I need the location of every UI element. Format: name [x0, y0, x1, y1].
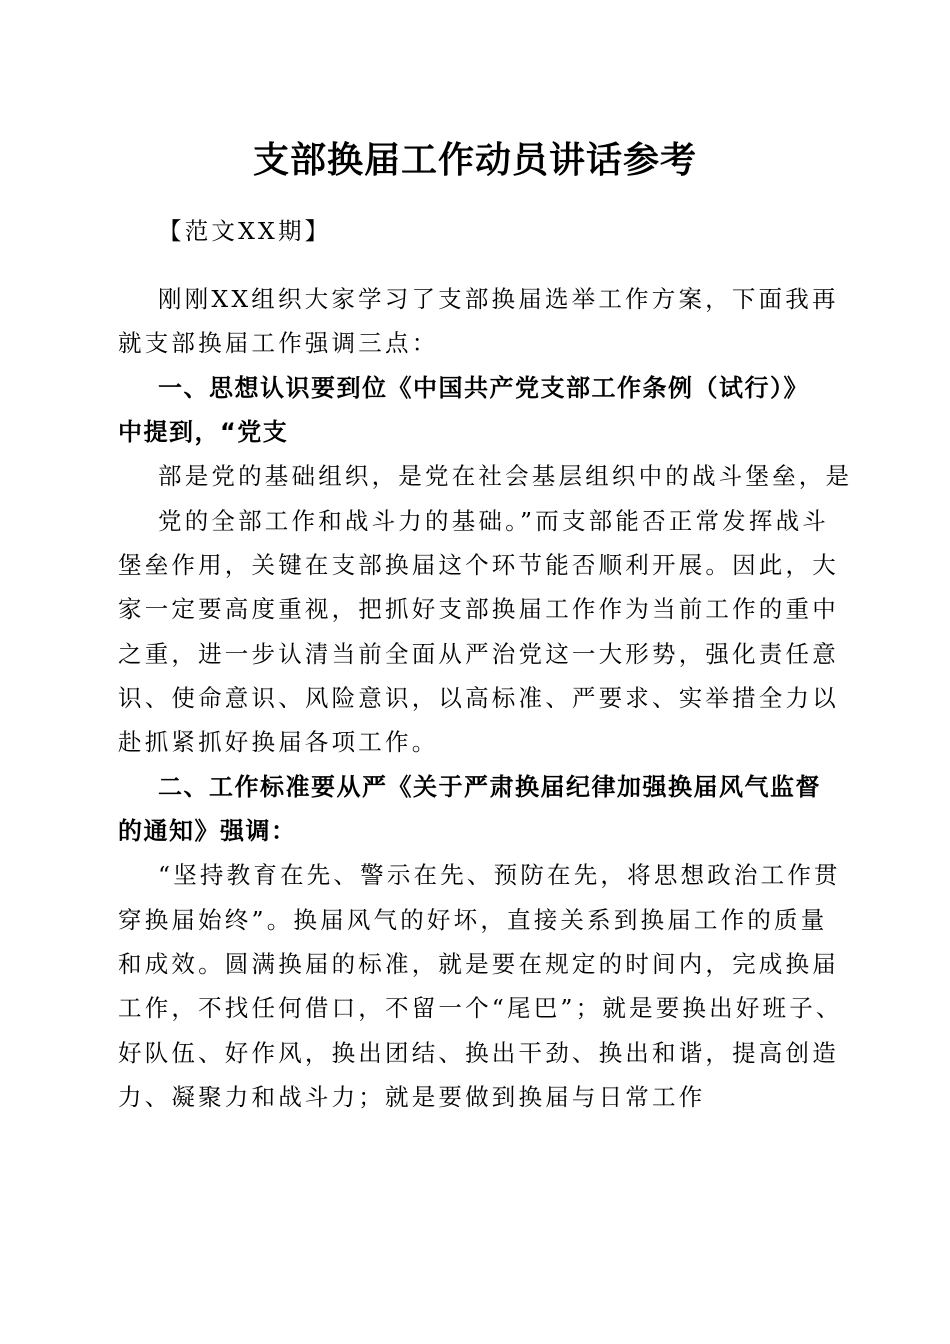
paragraph-line-7: 堡垒作用，关键在支部换届这个环节能否顺利开展。因此，大 — [118, 551, 839, 579]
section-heading-1-cont: 中提到，“党支 — [118, 418, 289, 446]
paragraph-line-8: 家一定要高度重视，把抓好支部换届工作作为当前工作的重中 — [118, 595, 839, 623]
paragraph-line-6: 党的全部工作和战斗力的基础。”而支部能否正常发挥战斗 — [158, 507, 829, 535]
issue-label: 【范文XX期】 — [158, 217, 332, 245]
paragraph-line-10: 识、使命意识、风险意识，以高标准、严要求、实举措全力以 — [118, 684, 839, 712]
section-heading-1: 一、思想认识要到位《中国共产党支部工作条例（试行）》 — [158, 374, 809, 402]
section-heading-2: 二、工作标准要从严《关于严肃换届纪律加强换届风气监督 — [158, 773, 821, 801]
section-heading-2-cont: 的通知》强调： — [118, 817, 297, 845]
paragraph-line-17: 工作，不找任何借口，不留一个“尾巴”；就是要换出好班子、 — [118, 994, 843, 1022]
paragraph-line-9: 之重，进一步认清当前全面从严治党这一大形势，强化责任意 — [118, 640, 839, 668]
document-title: 支部换届工作动员讲话参考 — [252, 139, 697, 181]
paragraph-line-15: 穿换届始终”。换届风气的好坏，直接关系到换届工作的质量 — [118, 906, 828, 934]
paragraph-line-1: 刚刚XX组织大家学习了支部换届选举工作方案，下面我再 — [158, 285, 839, 313]
paragraph-line-16: 和成效。圆满换届的标准，就是要在规定的时间内，完成换届 — [118, 950, 839, 978]
paragraph-line-18: 好队伍、好作风，换出团结、换出干劲、换出和谐，提高创造 — [118, 1039, 839, 1067]
paragraph-line-2: 就支部换届工作强调三点： — [118, 329, 439, 357]
paragraph-line-5: 部是党的基础组织，是党在社会基层组织中的战斗堡垒，是 — [158, 462, 853, 490]
paragraph-line-11: 赴抓紧抓好换届各项工作。 — [118, 728, 439, 756]
paragraph-line-19: 力、凝聚力和战斗力；就是要做到换届与日常工作 — [118, 1083, 706, 1111]
paragraph-line-14: “坚持教育在先、警示在先、预防在先，将思想政治工作贯 — [158, 861, 841, 889]
